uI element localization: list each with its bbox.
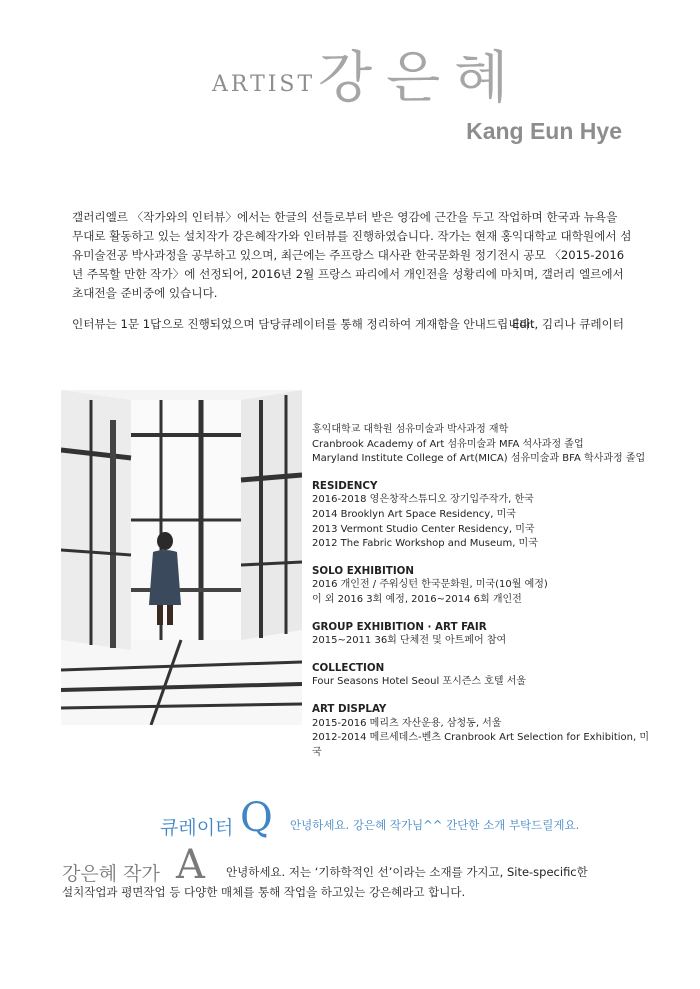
- bio-line: 홍익대학교 대학원 섬유미술과 박사과정 재학: [312, 424, 509, 435]
- bio-group-exhibition: [312, 620, 652, 649]
- answer-letter: A: [176, 842, 205, 888]
- editor-credit: Edit, 김리나 큐레이터: [512, 317, 624, 331]
- artist-name-english: Kang Eun Hye: [466, 118, 622, 144]
- artist-photo: [61, 390, 302, 725]
- question-letter: Q: [240, 795, 273, 841]
- intro-paragraph-2: 인터뷰는 1문 1답으로 진행되었으며 담당큐레이터를 통해 정리하여 게재함을 안내드립니다.: [72, 317, 535, 331]
- bio-line: 2014 Brooklyn Art Space Residency, 미국: [312, 508, 516, 520]
- bio-line: 2012 The Fabric Workshop and Museum, 미국: [312, 538, 538, 550]
- artist-bio: [312, 423, 652, 772]
- bio-line: 2015~2011 36회 단체전 및 아트페어 참여: [312, 635, 507, 647]
- artist-word: ARTIST: [212, 72, 316, 97]
- section-heading: ART DISPLAY: [312, 702, 387, 715]
- bio-residency: [312, 479, 652, 552]
- answer-text-line-1: 안녕하세요. 저는 ‘기하학적인 선’이라는 소재를 가지고, Site-specific한: [226, 865, 588, 879]
- bio-line: Maryland Institute College of Art(MICA) 섬유미술과 BFA 학사과정 졸업: [312, 453, 646, 465]
- bio-line: 2015-2016 메리츠 자산운용, 삼청동, 서울: [312, 717, 502, 729]
- bio-line: 2016 개인전 / 주워싱턴 한국문화원, 미국(10월 예정): [312, 579, 548, 591]
- bio-solo-exhibition: [312, 564, 652, 608]
- bio-collection: [312, 661, 652, 690]
- section-heading: RESIDENCY: [312, 479, 378, 492]
- answer-text-line-2: 설치작업과 평면작업 등 다양한 매체를 통해 작업을 하고있는 강은혜라고 합니다.: [62, 885, 466, 899]
- bio-line: 2012-2014 메르세데스-벤츠 Cranbrook Art Selection for Exhibition, 미국: [312, 732, 649, 758]
- curator-label: 큐레이터: [160, 817, 234, 839]
- artist-name-korean: 강은혜: [318, 46, 523, 111]
- intro-paragraph-1: 갤러리엘르 〈작가와의 인터뷰〉에서는 한글의 선들로부터 받은 영감에 근간을 두고 작업하며 한국과 뉴욕을 무대로 활동하고 있는 설치작가 강은혜작가와 인터뷰를 진행하였습니다. 작가는 현재 홍익대학교 대학원에서 섬유미술전공 박사과정을 공부하고 있으며, 최근에는 주프랑스 대사관 한국문화원 정기전시 공모 〈2015-2016년 주목할 만한 작가〉에 선정되어, 2016년 2월 프랑스 파리에서 개인전을 성황리에 마치며, 갤러리 엘르에서 초대전을 준비중에 있습니다.: [72, 210, 632, 300]
- bio-line: 2013 Vermont Studio Center Residency, 미국: [312, 523, 535, 535]
- bio-line: 2016-2018 영은창작스튜디오 장기입주작가, 한국: [312, 494, 534, 506]
- section-heading: SOLO EXHIBITION: [312, 564, 415, 577]
- question-text: 안녕하세요. 강은혜 작가님^^ 간단한 소개 부탁드릴게요.: [290, 818, 580, 832]
- bio-line: Cranbrook Academy of Art 섬유미술과 MFA 석사과정 졸업: [312, 438, 584, 450]
- bio-art-display: [312, 702, 652, 760]
- bio-education: [312, 423, 652, 467]
- section-heading: GROUP EXHIBITION · ART FAIR: [312, 620, 487, 633]
- installation-photo-illustration: [61, 390, 302, 725]
- bio-line: 이 외 2016 3회 예정, 2016~2014 6회 개인전: [312, 593, 522, 605]
- section-heading: COLLECTION: [312, 661, 385, 674]
- bio-line: Four Seasons Hotel Seoul 포시즌스 호텔 서울: [312, 676, 527, 688]
- artist-label: 강은혜 작가: [62, 863, 160, 885]
